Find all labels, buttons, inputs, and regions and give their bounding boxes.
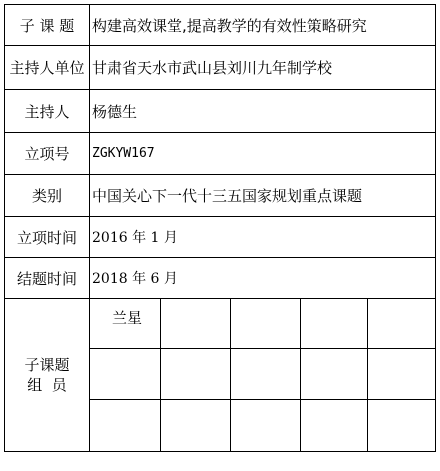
label-start-date: 立项时间	[5, 217, 90, 257]
label-host-unit: 主持人单位	[5, 46, 90, 89]
value-project-number: ZGKYW167	[92, 146, 155, 161]
member-cell	[161, 299, 231, 349]
value-end-date: 2018 年 6 月	[92, 271, 178, 287]
label-project-number: 立项号	[5, 133, 90, 174]
value-subproject-title: 构建高效课堂,提高教学的有效性策略研究	[92, 16, 367, 35]
member-name: 兰星	[112, 309, 143, 327]
row-end-date	[5, 258, 435, 299]
row-host-unit	[5, 46, 435, 90]
row-start-date	[5, 217, 435, 258]
row-members	[5, 299, 435, 451]
member-cell	[368, 299, 435, 349]
members-grid	[90, 299, 435, 451]
member-cell	[231, 400, 301, 451]
member-cell	[231, 299, 301, 349]
row-project-number	[5, 133, 435, 175]
member-cell	[368, 400, 435, 451]
label-subproject-title: 子 课 题	[5, 5, 90, 45]
value-host-unit: 甘肃省天水市武山县刘川九年制学校	[92, 59, 333, 77]
label-end-date: 结题时间	[5, 258, 90, 298]
member-cell	[161, 349, 231, 400]
value-start-date: 2016 年 1 月	[92, 230, 178, 246]
project-info-form	[4, 4, 436, 452]
value-host: 杨德生	[92, 102, 138, 121]
member-cell	[90, 299, 161, 349]
row-subproject-title	[5, 5, 435, 46]
member-cell	[301, 400, 368, 451]
row-category	[5, 175, 435, 217]
member-cell	[161, 400, 231, 451]
label-category: 类别	[5, 175, 90, 216]
label-members: 子课题 组 员	[5, 299, 90, 451]
member-cell	[90, 349, 161, 400]
member-cell	[368, 349, 435, 400]
row-host	[5, 90, 435, 133]
value-category: 中国关心下一代十三五国家规划重点课题	[92, 187, 363, 205]
member-cell	[90, 400, 161, 451]
member-cell	[301, 299, 368, 349]
member-cell	[301, 349, 368, 400]
label-host: 主持人	[5, 90, 90, 132]
member-cell	[231, 349, 301, 400]
